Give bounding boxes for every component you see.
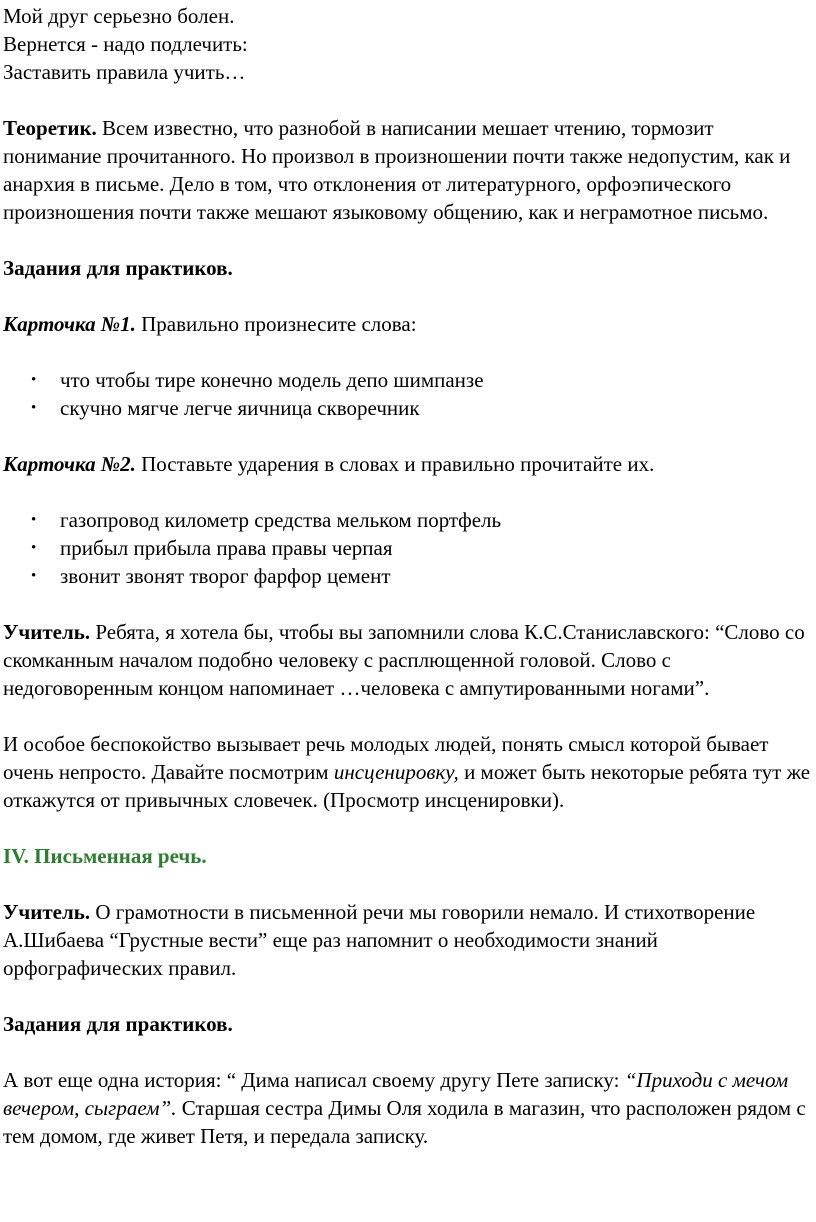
bullet-icon: • bbox=[31, 372, 37, 388]
theorist-label: Теоретик. bbox=[3, 116, 97, 140]
teacher-label: Учитель. bbox=[3, 620, 91, 644]
teacher-poem-paragraph: Учитель. О грамотности в письменной речи мы говорили немало. И стихотворение А.Шибаева “Грустные вести” еще раз напомнит о необходимости знаний орфографических правил. bbox=[3, 900, 756, 980]
poem-line: Заставить правила учить… bbox=[3, 60, 246, 84]
theorist-paragraph bbox=[3, 114, 813, 226]
poem-line: Вернется - надо подлечить: bbox=[3, 32, 248, 56]
list-item: • скучно мягче легче яичница скворечник bbox=[31, 396, 420, 420]
card1-text: Правильно произнесите слова: bbox=[135, 312, 417, 336]
bullet-icon: • bbox=[31, 540, 37, 556]
card1-word-list bbox=[3, 366, 813, 422]
tasks-heading: Задания для практиков. bbox=[3, 256, 233, 280]
card1-label: Карточка №1. bbox=[3, 312, 136, 336]
card2-label: Карточка №2. bbox=[3, 452, 136, 476]
card2-instruction bbox=[3, 450, 813, 478]
card2-word-list bbox=[3, 506, 813, 590]
concern-paragraph: И особое беспокойство вызывает речь молодых людей, понять смысл которой бывает очень непросто. Давайте посмотрим инсценировку, и может быть некоторые ребята тут же откажутся от привычных словечек. (Просмотр инсценировки). bbox=[3, 732, 811, 812]
teacher-quote-paragraph: Учитель. Ребята, я хотела бы, чтобы вы запомнили слова К.С.Станиславского: “Слово со скомканным началом подобно человеку с расплющенной головой. Слово с недоговоренным концом напоминает …человека с ампутированными ногами”. bbox=[3, 620, 805, 700]
tasks-heading: Задания для практиков. bbox=[3, 1012, 233, 1036]
card2-text: Поставьте ударения в словах и правильно прочитайте их. bbox=[135, 452, 655, 476]
list-item: • газопровод километр средства мельком портфель bbox=[31, 508, 502, 532]
poem-line: Мой друг серьезно болен. bbox=[3, 4, 235, 28]
italic-note: “Приходи с мечом вечером, сыграем”. bbox=[3, 1068, 789, 1120]
teacher-label: Учитель. bbox=[3, 900, 91, 924]
list-item: • что чтобы тире конечно модель депо шимпанзе bbox=[31, 368, 484, 392]
list-item: • звонит звонят творог фарфор цемент bbox=[31, 564, 391, 588]
theorist-text: Всем известно, что разнобой в написании мешает чтению, тормозит понимание прочитанного. Но произвол в произношении почти также недопустим, как и анархия в письме. Дело в том, что отклонения от литературного, орфоэпического произношения почти также мешают языковому общению, как и неграмотное письмо. bbox=[3, 116, 791, 224]
card1-instruction bbox=[3, 310, 813, 338]
bullet-icon: • bbox=[31, 512, 37, 528]
bullet-icon: • bbox=[31, 568, 37, 584]
story-paragraph: А вот еще одна история: “ Дима написал своему другу Пете записку: “Приходи с мечом вечером, сыграем”. Старшая сестра Димы Оля ходила в магазин, что расположен рядом с тем домом, где живет Петя, и передала записку. bbox=[3, 1068, 806, 1148]
italic-term: инсценировку, bbox=[333, 760, 459, 784]
list-item: • прибыл прибыла права правы черпая bbox=[31, 536, 393, 560]
section-heading: IV. Письменная речь. bbox=[3, 844, 207, 868]
bullet-icon: • bbox=[31, 400, 37, 416]
